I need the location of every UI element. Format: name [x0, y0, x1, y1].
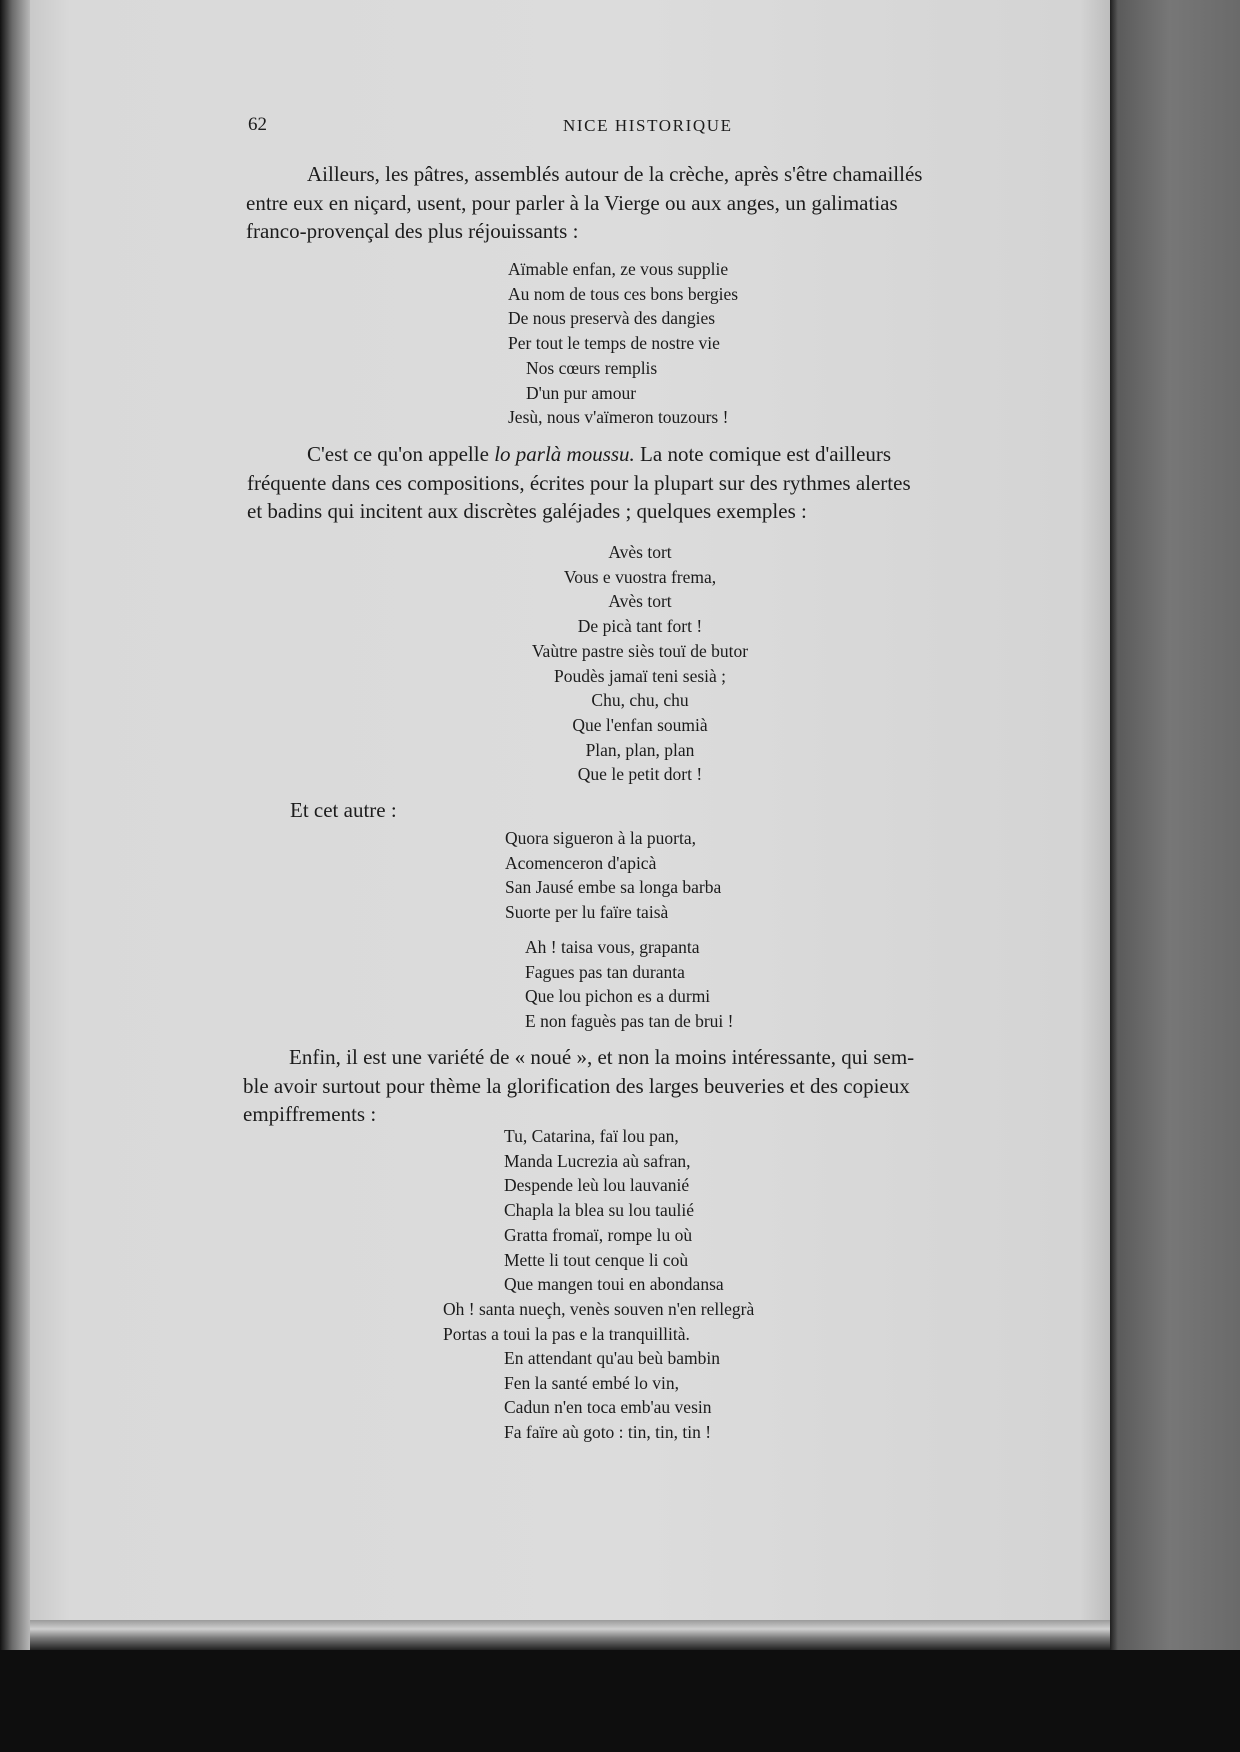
verse-line: Acomenceron d'apicà [505, 852, 657, 873]
verse-line: Jesù, nous v'aïmeron touzours ! [508, 407, 729, 428]
verse-line: Manda Lucrezia aù safran, [504, 1150, 691, 1171]
next-page-edge [1110, 0, 1240, 1650]
verse-line: Avès tort [608, 542, 672, 562]
verse-2 [470, 540, 810, 787]
verse-line: Cadun n'en toca emb'au vesin [504, 1397, 712, 1418]
verse-line: Gratta fromaï, rompe lu où [504, 1224, 693, 1245]
verse-line: Despende leù lou lauvanié [504, 1175, 690, 1196]
book-binding-shadow [0, 0, 30, 1650]
verse-line: Fagues pas tan duranta [525, 961, 685, 982]
verse-line: Per tout le temps de nostre vie [508, 333, 720, 354]
verse-line: Que le petit dort ! [577, 764, 703, 785]
paragraph-line [247, 440, 911, 469]
verse-line: San Jausé embe sa longa barba [505, 877, 722, 898]
verse-line: D'un pur amour [526, 382, 637, 403]
verse-3b [525, 935, 733, 1034]
verse-line: Oh ! santa nueçh, venès souven n'en rellegrà [443, 1299, 755, 1319]
verse-line: En attendant qu'au beù bambin [504, 1348, 721, 1368]
verse-line: De picà tant fort ! [577, 616, 703, 637]
verse-line: Suorte per lu faïre taisà [505, 902, 669, 923]
verse-3a [505, 826, 721, 925]
paragraph-text: La note comique est d'ailleurs [634, 442, 892, 466]
verse-line: Chu, chu, chu [591, 690, 689, 711]
paragraph-line: et badins qui incitent aux discrètes galéjades ; quelques exemples : [247, 499, 807, 523]
paragraph-line: Ailleurs, les pâtres, assemblés autour de la crèche, après s'être chamaillés [307, 162, 923, 186]
verse-line: E non faguès pas tan de brui ! [525, 1011, 734, 1032]
verse-line: Avès tort [608, 591, 672, 612]
paragraph-2 [247, 440, 911, 526]
verse-line: Fen la santé embé lo vin, [504, 1372, 679, 1393]
verse-line: Que mangen toui en abondansa [504, 1274, 724, 1295]
verse-line: Ah ! taisa vous, grapanta [525, 937, 700, 957]
verse-line: Aïmable enfan, ze vous supplie [508, 259, 729, 279]
verse-line: Chapla la blea su lou taulié [504, 1200, 695, 1221]
paragraph-line: empiffrements : [243, 1102, 377, 1126]
page-stack-edge [30, 1620, 1110, 1650]
paragraph-line: Enfin, il est une variété de « noué », et non la moins intéressante, qui sem- [289, 1045, 915, 1069]
verse-line: Nos cœurs remplis [526, 357, 658, 378]
italic-term: lo parlà moussu. [494, 442, 635, 466]
paragraph-line: entre eux en niçard, usent, pour parler à la Vierge ou aux anges, un galimatias [246, 190, 898, 215]
verse-line: Mette li tout cenque li coù [504, 1249, 689, 1270]
verse-line: Poudès jamaï teni sesià ; [553, 665, 727, 686]
page-number: 62 [248, 114, 267, 135]
verse-line: Tu, Catarina, faï lou pan, [504, 1126, 679, 1146]
verse-line: Que l'enfan soumià [572, 714, 708, 735]
verse-line: Vous e vuostra frema, [563, 566, 717, 587]
verse-line: Que lou pichon es a durmi [525, 986, 711, 1007]
paragraph-3 [243, 1043, 914, 1129]
verse-line: Portas a toui la pas e la tranquillità. [443, 1323, 690, 1344]
paragraph-1 [247, 160, 922, 246]
verse-4c [504, 1346, 720, 1445]
verse-line: Vaùtre pastre siès touï de butor [531, 640, 749, 661]
verse-line: Fa faïre aù goto : tin, tin, tin ! [504, 1422, 712, 1443]
paragraph-line: fréquente dans ces compositions, écrites pour la plupart sur des rythmes alertes [247, 470, 911, 495]
scanner-bed [0, 1650, 1240, 1752]
verse-line: Au nom de tous ces bons bergies [508, 283, 739, 304]
paragraph-text: C'est ce qu'on appelle [307, 442, 495, 466]
et-cet-autre: Et cet autre : [290, 798, 397, 822]
verse-1 [508, 257, 738, 430]
verse-line: Plan, plan, plan [585, 739, 695, 760]
paragraph-line: ble avoir surtout pour thème la glorification des larges beuveries et des copieux [243, 1073, 910, 1098]
running-title: NICE HISTORIQUE [563, 116, 733, 135]
verse-line: Quora sigueron à la puorta, [505, 828, 696, 848]
verse-4a [504, 1124, 724, 1297]
verse-4b [443, 1297, 754, 1346]
verse-line: De nous preservà des dangies [508, 308, 716, 329]
paragraph-line: franco-provençal des plus réjouissants : [246, 219, 579, 243]
